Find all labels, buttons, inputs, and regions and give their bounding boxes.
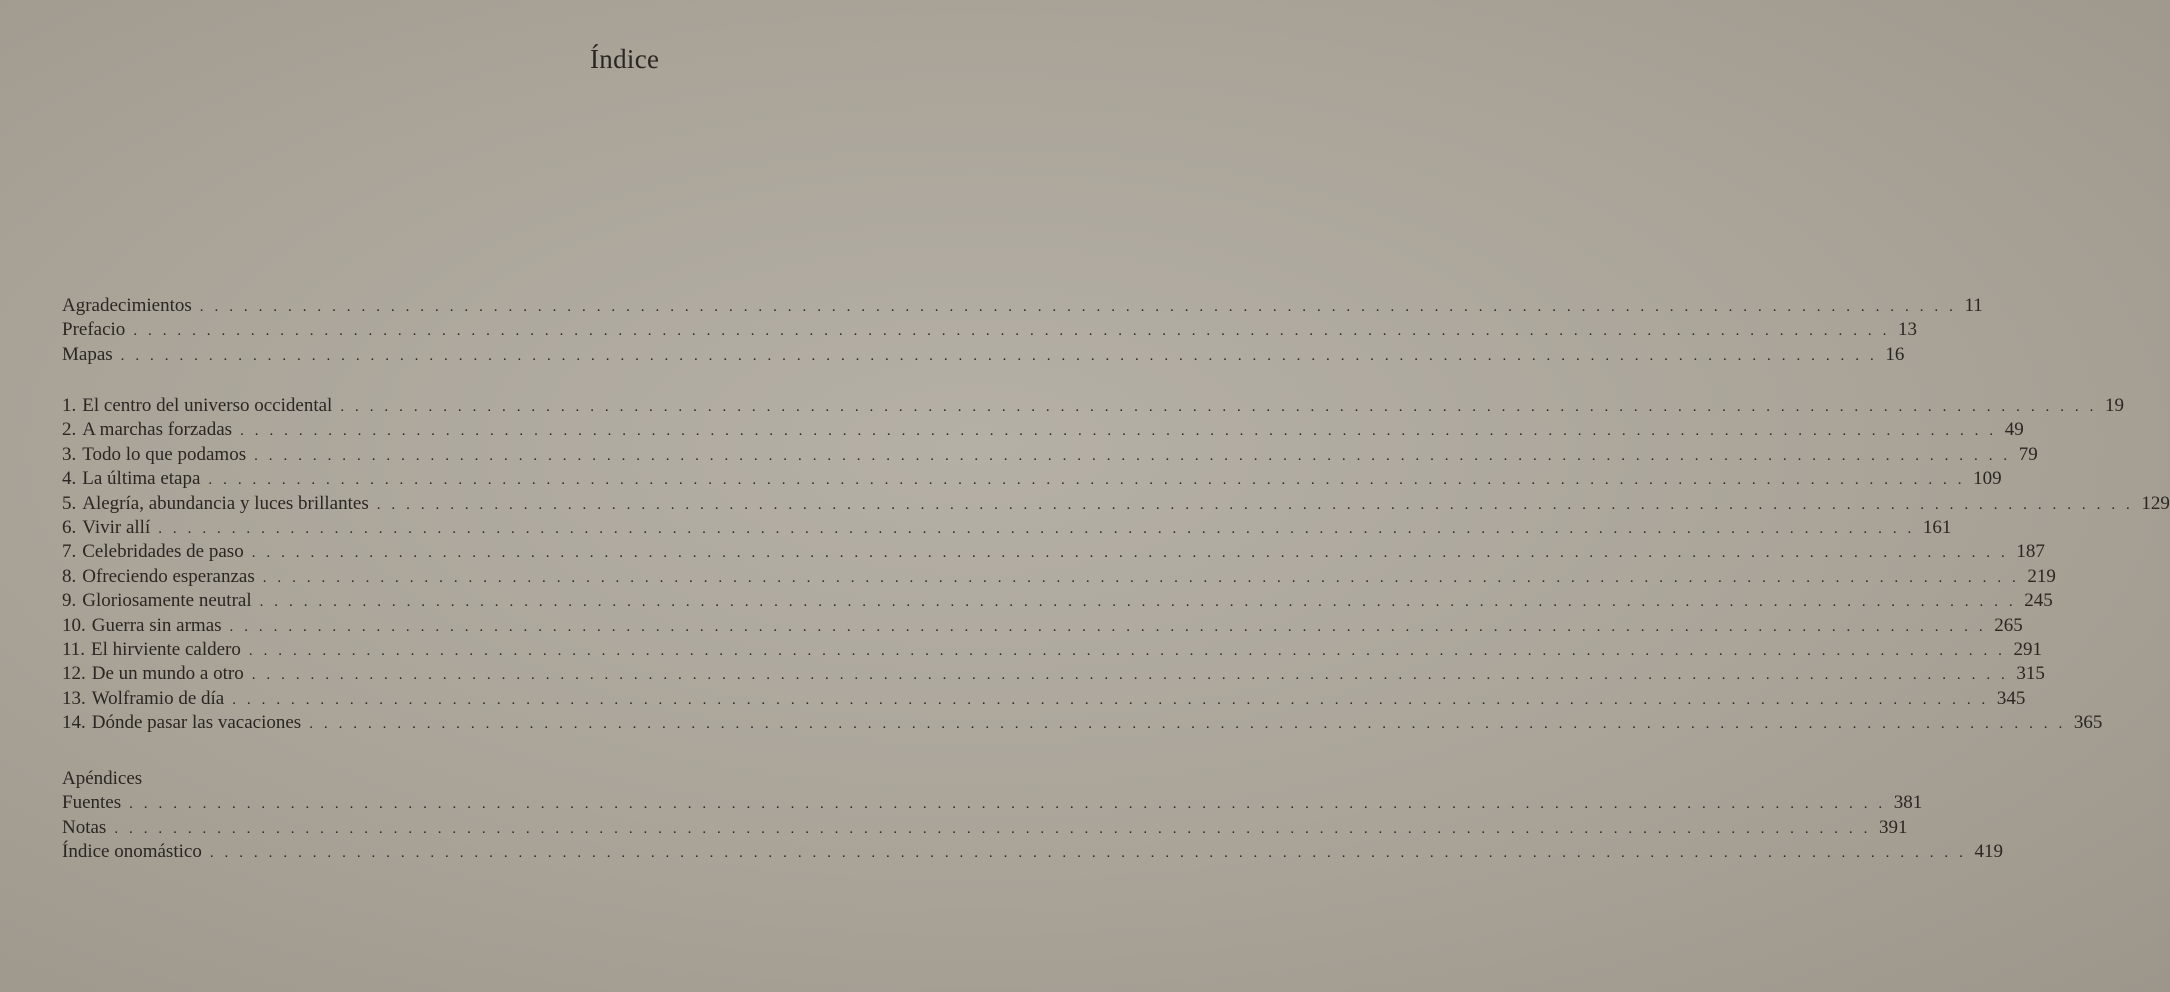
entry-title: A marchas forzadas <box>82 419 233 441</box>
entry-title: Todo lo que podamos <box>82 443 247 465</box>
toc-entry <box>62 816 1908 841</box>
page-number: 265 <box>1994 614 2023 636</box>
entry-title: De un mundo a otro <box>91 663 244 685</box>
page-number: 13 <box>1897 319 1917 341</box>
chapter-number: 13. <box>62 687 86 709</box>
chapter-number: 10. <box>62 614 86 636</box>
toc-entry <box>62 419 2024 443</box>
chapter-list <box>62 395 2170 736</box>
chapter-number: 11. <box>62 638 86 660</box>
chapter-number: 12. <box>62 663 86 685</box>
page-number: 245 <box>2024 590 2053 612</box>
chapter-number: 1. <box>62 395 77 416</box>
chapter-number: 6. <box>62 516 77 538</box>
dot-leader: . . . . . . . . . . . . . . . . . . . . . . . . . . . . . . . . . . . . . . . . . . . . . . . . . . . . . . . . . . . . . . . . . . . . . . . . . . . . . . . . . . . . . . . . . . . . . . . . . . . . . . . . . . . . . . . . . . . . . . . . <box>209 845 1967 862</box>
entry-title: El hirviente caldero <box>91 638 241 660</box>
entry-title: Celebridades de paso <box>82 541 244 563</box>
page-number: 49 <box>2004 419 2024 441</box>
toc-entry <box>62 614 2023 639</box>
page-number: 187 <box>2016 541 2045 563</box>
toc-entry <box>62 663 2045 687</box>
dot-leader: . . . . . . . . . . . . . . . . . . . . . . . . . . . . . . . . . . . . . . . . . . . . . . . . . . . . . . . . . . . . . . . . . . . . . . . . . . . . . . . . . . . . . . . . . . . . . . . . . . . . . . . . . . . . . . . . . . . . . . . . <box>208 472 1966 489</box>
dot-leader: . . . . . . . . . . . . . . . . . . . . . . . . . . . . . . . . . . . . . . . . . . . . . . . . . . . . . . . . . . . . . . . . . . . . . . . . . . . . . . . . . . . . . . . . . . . . . . . . . . . . . . . . . . . . . . . . . . . . . . . . <box>114 820 1871 837</box>
front-matter-list <box>62 295 1983 368</box>
toc-entry <box>62 712 2103 736</box>
entry-title: Índice onomástico <box>62 841 202 863</box>
entry-title: Fuentes <box>62 792 122 814</box>
chapter-number: 4. <box>62 468 77 490</box>
chapter-number: 9. <box>62 590 77 612</box>
page-number: 381 <box>1893 792 1923 814</box>
page-number: 365 <box>2073 712 2103 734</box>
toc-entry <box>62 792 1923 816</box>
dot-leader: . . . . . . . . . . . . . . . . . . . . . . . . . . . . . . . . . . . . . . . . . . . . . . . . . . . . . . . . . . . . . . . . . . . . . . . . . . . . . . . . . . . . . . . . . . . . . . . . . . . . . . . . . . . . . . . . . . . . . . . . <box>129 796 1886 813</box>
entry-title: Mapas <box>62 343 113 365</box>
chapter-number: 8. <box>62 565 77 587</box>
toc-entry <box>62 319 1917 343</box>
entry-title: El centro del universo occidental <box>82 395 333 416</box>
dot-leader: . . . . . . . . . . . . . . . . . . . . . . . . . . . . . . . . . . . . . . . . . . . . . . . . . . . . . . . . . . . . . . . . . . . . . . . . . . . . . . . . . . . . . . . . . . . . . . . . . . . . . . . . . . . . . . . . . . . . . . . . <box>251 545 2009 562</box>
dot-leader: . . . . . . . . . . . . . . . . . . . . . . . . . . . . . . . . . . . . . . . . . . . . . . . . . . . . . . . . . . . . . . . . . . . . . . . . . . . . . . . . . . . . . . . . . . . . . . . . . . . . . . . . . . . . . . . . . . . . . . . . <box>240 423 1997 440</box>
toc-entry <box>62 295 1983 319</box>
entry-title: Gloriosamente neutral <box>82 590 252 612</box>
entry-title: Prefacio <box>62 319 126 341</box>
entry-title: Alegría, abundancia y luces brillantes <box>82 492 369 514</box>
chapter-number: 7. <box>62 541 77 563</box>
entry-title: Notas <box>62 816 107 838</box>
page-number: 11 <box>1964 295 1983 316</box>
dot-leader: . . . . . . . . . . . . . . . . . . . . . . . . . . . . . . . . . . . . . . . . . . . . . . . . . . . . . . . . . . . . . . . . . . . . . . . . . . . . . . . . . . . . . . . . . . . . . . . . . . . . . . . . . . . . . . . . . . . . . . . . <box>251 667 2009 684</box>
appendix-list <box>62 768 2003 866</box>
page-title: Índice <box>590 44 660 74</box>
entry-title: Vivir allí <box>82 516 151 538</box>
page-number: 16 <box>1885 343 1905 365</box>
entry-title: Wolframio de día <box>91 687 225 709</box>
dot-leader: . . . . . . . . . . . . . . . . . . . . . . . . . . . . . . . . . . . . . . . . . . . . . . . . . . . . . . . . . . . . . . . . . . . . . . . . . . . . . . . . . . . . . . . . . . . . . . . . . . . . . . . . . . . . . . . . . . . . . . . . <box>254 447 2011 464</box>
chapter-number: 14. <box>62 712 86 734</box>
page-number: 315 <box>2016 663 2045 685</box>
toc-entry <box>62 468 2002 492</box>
entry-title: La última etapa <box>82 468 201 490</box>
dot-leader: . . . . . . . . . . . . . . . . . . . . . . . . . . . . . . . . . . . . . . . . . . . . . . . . . . . . . . . . . . . . . . . . . . . . . . . . . . . . . . . . . . . . . . . . . . . . . . . . . . . . . . . . . . . . . . . . . . . . . . . . <box>262 569 2020 586</box>
page-number: 345 <box>1996 687 2026 709</box>
entry-title: Agradecimientos <box>62 295 192 316</box>
dot-leader: . . . . . . . . . . . . . . . . . . . . . . . . . . . . . . . . . . . . . . . . . . . . . . . . . . . . . . . . . . . . . . . . . . . . . . . . . . . . . . . . . . . . . . . . . . . . . . . . . . . . . . . . . . . . . . . . . . . . . . . . <box>158 520 1915 537</box>
toc-entry <box>62 541 2045 565</box>
chapter-number: 5. <box>62 492 77 514</box>
toc-entry <box>62 841 2003 865</box>
toc-entry <box>62 443 2038 468</box>
entry-title: Dónde pasar las vacaciones <box>91 712 302 734</box>
page-number: 419 <box>1974 841 2003 863</box>
dot-leader: . . . . . . . . . . . . . . . . . . . . . . . . . . . . . . . . . . . . . . . . . . . . . . . . . . . . . . . . . . . . . . . . . . . . . . . . . . . . . . . . . . . . . . . . . . . . . . . . . . . . . . . . . . . . . . . . . . . . . . . . <box>199 299 1957 315</box>
toc-entry <box>62 516 1952 541</box>
dot-leader: . . . . . . . . . . . . . . . . . . . . . . . . . . . . . . . . . . . . . . . . . . . . . . . . . . . . . . . . . . . . . . . . . . . . . . . . . . . . . . . . . . . . . . . . . . . . . . . . . . . . . . . . . . . . . . . . . . . . . . . . <box>340 399 2097 415</box>
page-number: 79 <box>2018 443 2038 465</box>
toc-entry <box>62 492 2170 517</box>
dot-leader: . . . . . . . . . . . . . . . . . . . . . . . . . . . . . . . . . . . . . . . . . . . . . . . . . . . . . . . . . . . . . . . . . . . . . . . . . . . . . . . . . . . . . . . . . . . . . . . . . . . . . . . . . . . . . . . . . . . . . . . . <box>120 347 1878 364</box>
dot-leader: . . . . . . . . . . . . . . . . . . . . . . . . . . . . . . . . . . . . . . . . . . . . . . . . . . . . . . . . . . . . . . . . . . . . . . . . . . . . . . . . . . . . . . . . . . . . . . . . . . . . . . . . . . . . . . . . . . . . . . . . <box>309 716 2066 733</box>
entry-title: Ofreciendo esperanzas <box>82 565 255 587</box>
toc-entry <box>62 590 2053 614</box>
page-number: 129 <box>2141 492 2170 514</box>
dot-leader: . . . . . . . . . . . . . . . . . . . . . . . . . . . . . . . . . . . . . . . . . . . . . . . . . . . . . . . . . . . . . . . . . . . . . . . . . . . . . . . . . . . . . . . . . . . . . . . . . . . . . . . . . . . . . . . . . . . . . . . . <box>376 496 2134 513</box>
chapter-number: 3. <box>62 443 77 465</box>
chapter-number: 2. <box>62 419 77 441</box>
page-number: 109 <box>1973 468 2002 490</box>
appendix-heading: Apéndices <box>62 768 143 789</box>
dot-leader: . . . . . . . . . . . . . . . . . . . . . . . . . . . . . . . . . . . . . . . . . . . . . . . . . . . . . . . . . . . . . . . . . . . . . . . . . . . . . . . . . . . . . . . . . . . . . . . . . . . . . . . . . . . . . . . . . . . . . . . . <box>133 323 1890 340</box>
toc-entry <box>62 687 2026 712</box>
toc-entry <box>62 395 2124 419</box>
entry-title: Guerra sin armas <box>91 614 222 636</box>
dot-leader: . . . . . . . . . . . . . . . . . . . . . . . . . . . . . . . . . . . . . . . . . . . . . . . . . . . . . . . . . . . . . . . . . . . . . . . . . . . . . . . . . . . . . . . . . . . . . . . . . . . . . . . . . . . . . . . . . . . . . . . . <box>248 642 2006 659</box>
dot-leader: . . . . . . . . . . . . . . . . . . . . . . . . . . . . . . . . . . . . . . . . . . . . . . . . . . . . . . . . . . . . . . . . . . . . . . . . . . . . . . . . . . . . . . . . . . . . . . . . . . . . . . . . . . . . . . . . . . . . . . . . <box>232 691 1989 708</box>
page-number: 291 <box>2013 638 2043 660</box>
toc-entry <box>62 565 2056 590</box>
page-number: 219 <box>2027 565 2056 587</box>
page-number: 161 <box>1922 516 1952 538</box>
toc-entry <box>62 638 2043 663</box>
dot-leader: . . . . . . . . . . . . . . . . . . . . . . . . . . . . . . . . . . . . . . . . . . . . . . . . . . . . . . . . . . . . . . . . . . . . . . . . . . . . . . . . . . . . . . . . . . . . . . . . . . . . . . . . . . . . . . . . . . . . . . . . <box>229 618 1987 635</box>
page-number: 19 <box>2104 395 2124 416</box>
dot-leader: . . . . . . . . . . . . . . . . . . . . . . . . . . . . . . . . . . . . . . . . . . . . . . . . . . . . . . . . . . . . . . . . . . . . . . . . . . . . . . . . . . . . . . . . . . . . . . . . . . . . . . . . . . . . . . . . . . . . . . . . <box>259 594 2017 611</box>
page-number: 391 <box>1878 816 1908 838</box>
toc-entry <box>62 343 1905 368</box>
